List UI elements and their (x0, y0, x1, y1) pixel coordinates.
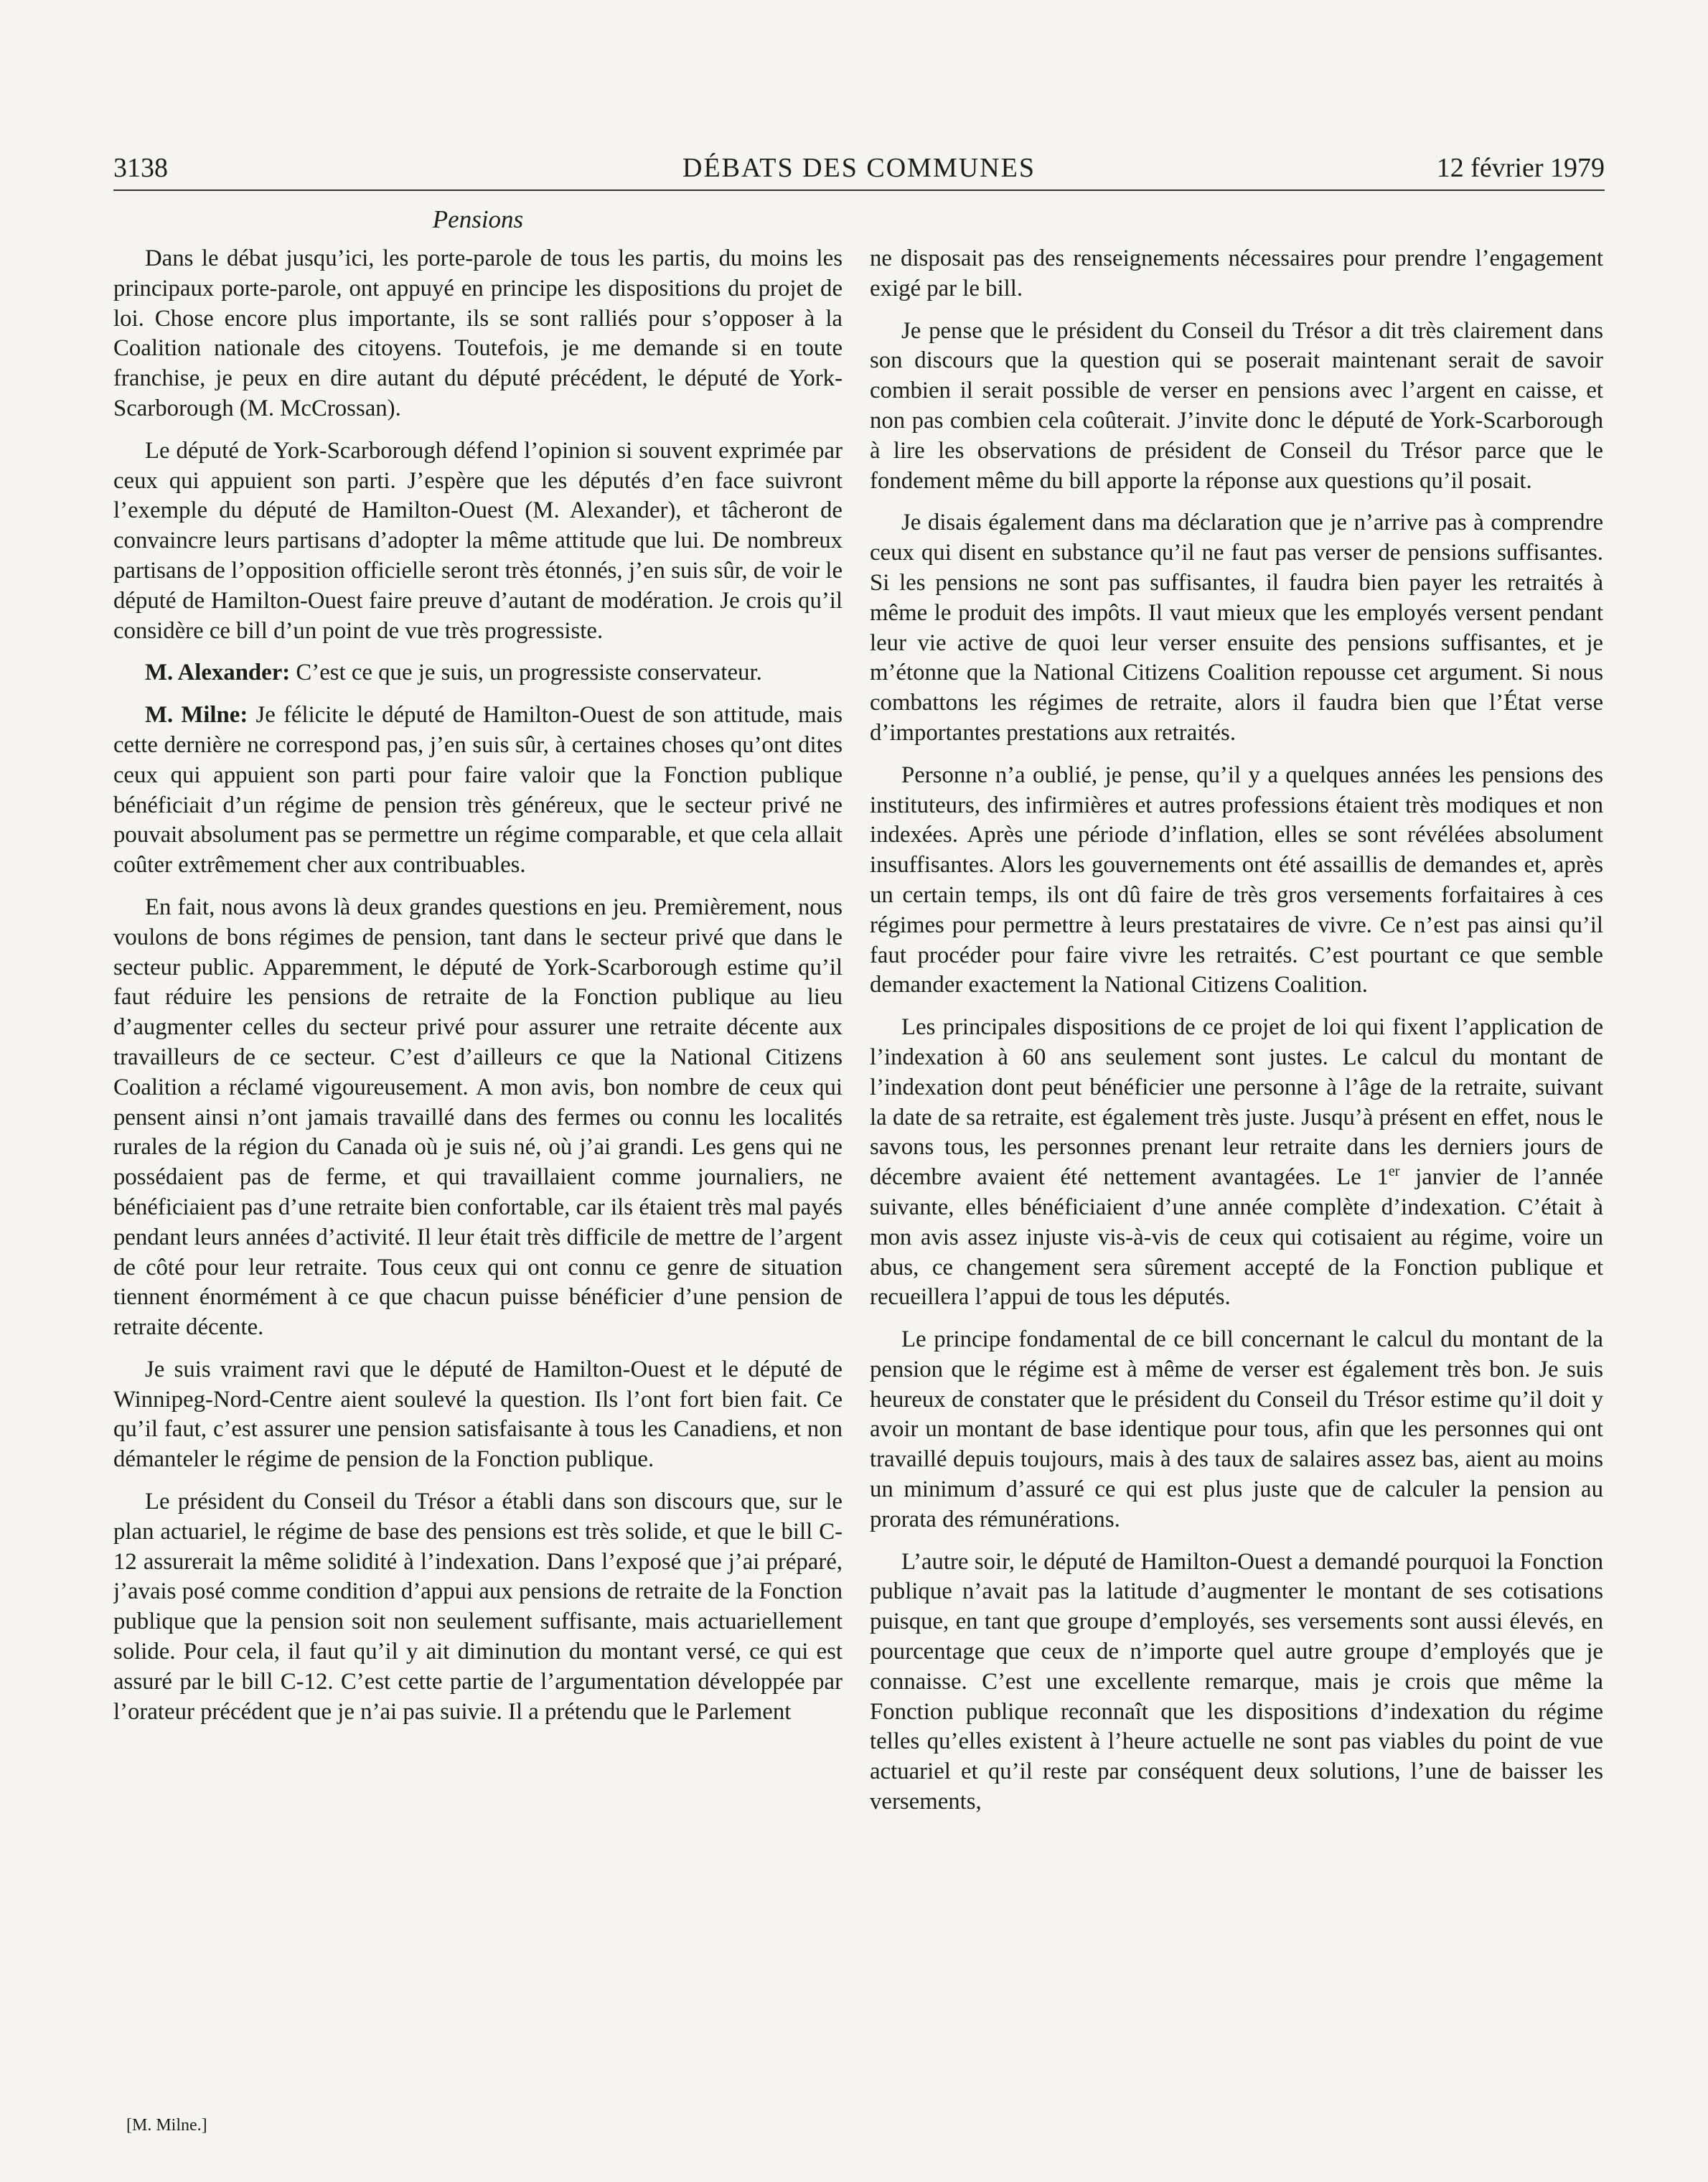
paragraph: Le principe fondamental de ce bill concernant le calcul du montant de la pension que le régime est à même de verser est également très bon. Je suis heureux de constater que le président du Conseil du Trésor estime qu’il doit y avoir un montant de base identique pour tous, afin que les personnes qui ont travaillé depuis toujours, mais à des taux de salaires assez bas, aient au moins un minimum d’assuré ce qui est plus juste que de calculer la pension au prorata des rémunérations. (870, 1326, 1603, 1532)
paragraph: Dans le débat jusqu’ici, les porte-parole de tous les partis, du moins les principaux porte-parole, ont appuyé en principe les dispositions du projet de loi. Chose encore plus importante, ils se sont ralliés pour s’opposer à la Coalition nationale des citoyens. Toutefois, je me demande si en toute franchise, je peux en dire autant du député précédent, le député de York-Scarborough (M. McCrossan). (113, 245, 843, 421)
ordinal-superscript: er (1388, 1163, 1400, 1180)
speaker-footer: [M. Milne.] (126, 2116, 207, 2135)
speech (113, 701, 843, 881)
paragraph: Je suis vraiment ravi que le député de Hamilton-Ouest et le député de Winnipeg-Nord-Centre aient soulevé la question. Ils l’ont fort bien fait. Ce qu’il faut, c’est assurer une pension satisfaisante à tous les Canadiens, et non démanteler le régime de pension de la Fonction publique. (113, 1356, 843, 1473)
page-number: 3138 (113, 153, 168, 183)
section-title: Pensions (432, 205, 524, 233)
paragraph: En fait, nous avons là deux grandes questions en jeu. Premièrement, nous voulons de bons régimes de pension, tant dans le secteur privé que dans le secteur public. Apparemment, le député de York-Scarborough estime qu’il faut réduire les pensions de retraite de la Fonction publique au lieu d’augmenter celles du secteur privé pour assurer une retraite décente aux travailleurs de ce secteur. C’est d’ailleurs ce que la National Citizens Coalition a réclamé vigoureusement. A mon avis, bon nombre de ceux qui pensent ainsi n’ont jamais travaillé dans des fermes ou connu les localités rurales de la région du Canada où je suis né, où j’ai grandi. Les gens qui ne possédaient pas de ferme, et qui travaillaient comme journaliers, ne bénéficiaient pas d’une retraite bien confortable, car ils étaient très mal payés pendant leurs années d’activité. Il leur était très difficile de mettre de l’argent de côté pour leur retraite. Tous ceux qui ont connu ce genre de situation tiennent énormément à ce que chacun puisse bénéficier d’une pension de retraite décente. (113, 894, 843, 1341)
speech-text: C’est ce que je suis, un progressiste conservateur. (290, 660, 762, 686)
paragraph-text: janvier de l’année suivante, elles bénéficiaient d’une année complète d’indexation. C’était à mon avis assez injuste vis-à-vis de ceux qui cotisaient au régime, voire un abus, ce changement sera sûrement accepté de la Fonction publique et recueillera l’appui de tous les députés. (870, 1164, 1603, 1311)
paragraph: L’autre soir, le député de Hamilton-Ouest a demandé pourquoi la Fonction publique n’avait pas la latitude d’augmenter le montant de ses cotisations puisque, en tant que groupe d’employés, ses versements sont aussi élevés, en pourcentage que ceux de n’importe quel autre groupe d’employés que je connaisse. C’est une excellente remarque, mais je crois que même la Fonction publique reconnaît que les dispositions d’indexation du régime telles qu’elles existent à l’heure actuelle ne sont pas viables du point de vue actuariel et qu’il reste par conséquent deux solutions, l’une de baisser les versements, (870, 1548, 1603, 1815)
left-column (113, 244, 843, 2125)
paragraph: Le président du Conseil du Trésor a établi dans son discours que, sur le plan actuariel, le régime de base des pensions est très solide, et que le bill C-12 assurerait la même solidité à l’indexation. Dans l’exposé que j’ai préparé, j’avais posé comme condition d’appui aux pensions de retraite de la Fonction publique que la pension soit non seulement suffisante, mais actuariellement solide. Pour cela, il faut qu’il y ait diminution du montant versé, ce qui est assuré par le bill C-12. C’est cette partie de l’argumentation développée par l’orateur précédent que je n’ai pas suivie. Il a prétendu que le Parlement (113, 1489, 843, 1725)
speech-text: Je félicite le député de Hamilton-Ouest de son attitude, mais cette dernière ne correspond pas, j’en suis sûr, à certaines choses qu’ont dites ceux qui appuient son parti pour faire valoir que la Fonction publique bénéficiait d’un régime de pension très généreux, que le secteur privé ne pouvait absolument pas se permettre un régime comparable, et que cela allait coûter extrêmement cher aux contribuables. (113, 702, 843, 879)
paragraph (870, 1013, 1603, 1313)
page-header (113, 149, 1605, 191)
speaker-name: M. Milne: (145, 702, 248, 729)
speaker-name: M. Alexander: (145, 660, 291, 686)
right-column (870, 244, 1603, 2125)
paragraph: Personne n’a oublié, je pense, qu’il y a quelques années les pensions des instituteurs, des infirmières et autres professions étaient très modiques et non indexées. Après une période d’inflation, elles se sont révélées absolument insuffisantes. Alors les gouvernements ont été assaillis de demandes et, après un certain temps, ils ont dû faire de très gros versements forfaitaires à ces régimes pour permettre à leurs prestataires de vivre. Ce n’est pas ainsi qu’il faut procéder pour faire vivre les retraités. C’est pourtant ce que semble demander exactement la National Citizens Coalition. (870, 762, 1603, 998)
paragraph-continuation: ne disposait pas des renseignements nécessaires pour prendre l’engagement exigé par le bill. (870, 245, 1603, 301)
paragraph: Le député de York-Scarborough défend l’opinion si souvent exprimée par ceux qui appuient son parti. J’espère que les députés d’en face suivront l’exemple du député de Hamilton-Ouest (M. Alexander), et tâcheront de convaincre leurs partisans d’adopter la même attitude que lui. De nombreux partisans de l’opposition officielle seront très étonnés, j’en suis sûr, de voir le député de Hamilton-Ouest faire preuve d’autant de modération. Je crois qu’il considère ce bill d’un point de vue très progressiste. (113, 437, 843, 644)
paragraph-text: Les principales dispositions de ce projet de loi qui fixent l’application de l’indexation à 60 ans seulement sont justes. Le calcul du montant de l’indexation dont peut bénéficier une personne à l’âge de la retraite, suivant la date de sa retraite, est également très juste. Jusqu’à présent en effet, nous le savons tous, les personnes prenant leur retraite dans les derniers jours de décembre avaient été nettement avantagées. Le 1 (870, 1014, 1603, 1191)
paragraph: Je pense que le président du Conseil du Trésor a dit très clairement dans son discours que la question qui se poserait maintenant serait de savoir combien il serait possible de verser en pensions avec l’argent en caisse, et non pas combien cela coûterait. J’invite donc le député de York-Scarborough à lire les observations de président de Conseil du Trésor parce que le fondement même du bill apporte la réponse aux questions qu’il posait. (870, 317, 1603, 494)
paragraph: Je disais également dans ma déclaration que je n’arrive pas à comprendre ceux qui disent en substance qu’il ne faut pas verser de pensions suffisantes. Si les pensions ne sont pas suffisantes, il faudra bien payer les retraités à même le produit des impôts. Il vaut mieux que les employés versent pendant leur vie active de quoi leur verser ensuite des pensions suffisantes, et je m’étonne que la National Citizens Coalition repousse cet argument. Si nous combattons les régimes de retraite, alors il faudra bien que l’État verse d’importantes prestations aux retraités. (870, 510, 1603, 746)
page-date: 12 février 1979 (1436, 153, 1605, 183)
publication-title: DÉBATS DES COMMUNES (682, 153, 1036, 183)
speech (113, 658, 843, 688)
